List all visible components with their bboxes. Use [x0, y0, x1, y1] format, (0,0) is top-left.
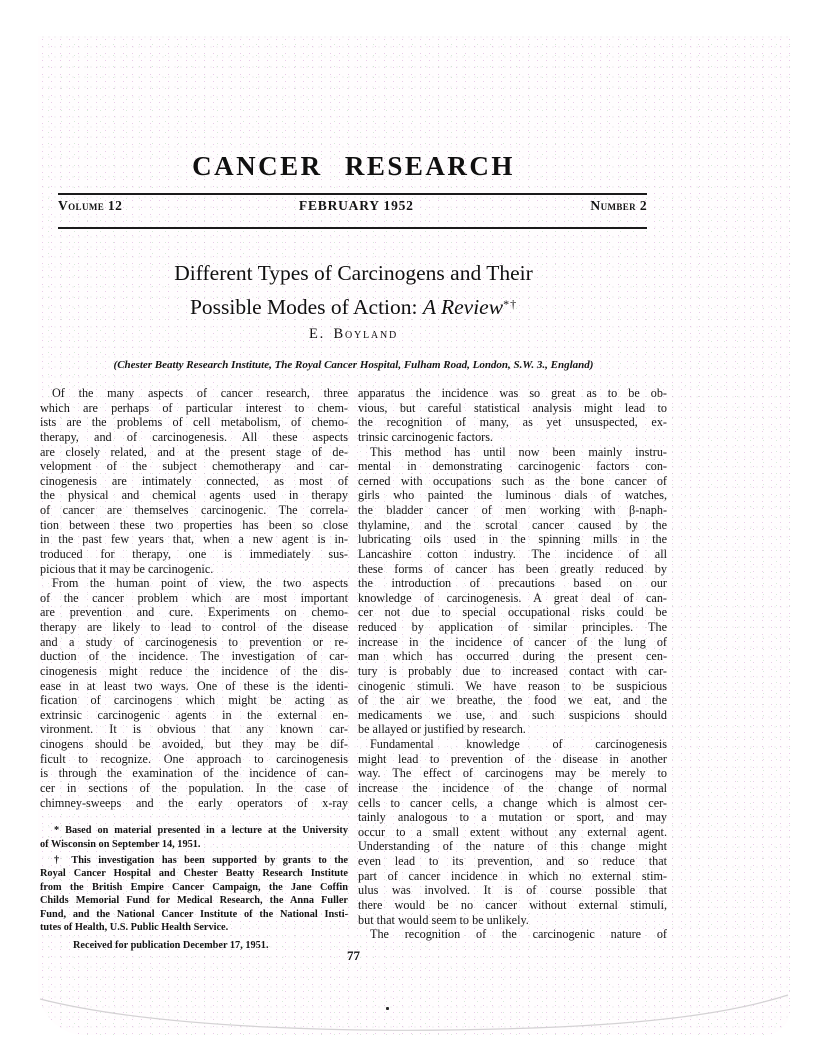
text-line: therapy are likely to lead to control of the disease [40, 620, 348, 634]
text-line: there would be no cancer without external stimuli, [358, 897, 667, 912]
footnote-marks: *† [503, 297, 518, 311]
text-line: therapy, and of carcinogenesis. All these aspects [40, 429, 348, 444]
text-line: chimney-sweeps and the early operators of x-ray [40, 795, 348, 810]
text-line: of cancer are themselves carcinogenic. The correla- [40, 503, 348, 517]
text-line: the introduction of precautions based on our [358, 576, 667, 591]
text-line: of Wisconsin on September 14, 1951. [40, 838, 201, 850]
text-line: † This investigation has been supported by grants to the [54, 854, 348, 866]
text-line: part of cancer incidence in which no external stim- [358, 868, 667, 883]
text-line: the physical and chemical agents used in therapy [40, 488, 348, 503]
received-note: Received for publication December 17, 1951. [73, 940, 269, 952]
text-line: cinogenic stimuli. We have reason to be suspicious [358, 678, 667, 693]
text-line: apparatus the incidence was so great as to be ob- [358, 386, 667, 400]
text-line: and a study of carcinogenesis to prevention or re- [40, 634, 348, 649]
masthead-rule-bottom [58, 227, 647, 229]
text-line: mental in demonstrating carcinogenic factors con- [358, 459, 667, 474]
author-name: E. Boyland [309, 326, 398, 342]
text-line: these forms of cancer has been greatly reduced by [358, 561, 667, 576]
text-line: This method has until now been mainly instru- [370, 444, 667, 459]
text-line: the bladder cancer of men working with β-naph- [358, 503, 667, 517]
article-title-line1: Different Types of Carcinogens and Their [174, 261, 533, 285]
text-line: velopment of the subject chemotherapy and car- [40, 459, 348, 474]
text-line: ficult to recognize. One approach to carcinogenesis [40, 751, 348, 766]
text-line: ease in at least two ways. One of these is the identi- [40, 678, 348, 693]
footnote-asterisk [40, 824, 348, 851]
masthead-issue-row [58, 198, 647, 214]
text-line: reduced by application of similar principles. The [358, 620, 667, 634]
text-line: cer in sections of the population. In the case of [40, 780, 348, 795]
text-line: extrinsic carcinogenic agents in the external en- [40, 707, 348, 722]
text-line: thylamine, and the scrotal cancer caused by the [358, 517, 667, 532]
text-line: Childs Memorial Fund for Medical Research, the Anna Fuller [40, 895, 348, 907]
text-line: is through the examination of the incidence of can- [40, 766, 348, 781]
paragraph [358, 927, 667, 942]
text-line: trinsic carcinogenic factors. [358, 429, 494, 444]
text-line: troduced for therapy, one is immediately sus- [40, 546, 348, 561]
text-line: Fundamental knowledge of carcinogenesis [370, 737, 667, 751]
text-line: man which has occurred during the present cen- [358, 649, 667, 664]
text-line: cerned with occupations such as the bone cancer of [358, 473, 667, 488]
text-line: picious that it may be carcinogenic. [40, 561, 214, 576]
text-line: girls who painted the luminous dials of watches, [358, 488, 667, 503]
text-line: are prevention and cure. Experiments on chemo- [40, 605, 348, 620]
body-column-left [40, 386, 348, 953]
text-line: tainly analogous to a mutation or sport, and may [358, 810, 667, 825]
text-line: Of the many aspects of cancer research, three [52, 386, 348, 400]
text-line: tutes of Health, U.S. Public Health Service. [40, 921, 229, 933]
footnote-block [40, 824, 348, 953]
article-title-line2 [40, 291, 667, 320]
paragraph [358, 445, 667, 738]
text-line: Understanding of the nature of this change might [358, 839, 667, 854]
text-line: tury is probably due to increased contact with car- [358, 663, 667, 678]
article-title-line2-text: Possible Modes of Action: [189, 295, 423, 319]
article-title-review-italic: A Review [422, 295, 504, 319]
text-line: vironment. It is obvious that any known car- [40, 722, 348, 737]
page-content [40, 36, 667, 1035]
volume-label: Volume 12 [58, 198, 123, 213]
text-line: cells to cancer cells, a change which is almost cer- [358, 795, 667, 810]
body-column-right [358, 386, 667, 942]
text-line: knowledge of carcinogenesis. A great deal of can- [358, 590, 667, 605]
text-line: might lead to prevention of the disease in another [358, 751, 667, 766]
author-affiliation: (Chester Beatty Research Institute, The Royal Cancer Hospital, Fulham Road, London, S.W. 3., England) [113, 359, 594, 371]
paragraph [40, 576, 348, 810]
page-scan-area [38, 36, 790, 1035]
text-line: From the human point of view, the two aspects [52, 576, 348, 591]
text-line: Lancashire cotton industry. The incidence of all [358, 546, 667, 561]
text-line: even lead to its prevention, and so reduce that [358, 854, 667, 868]
text-line: way. The effect of carcinogens may be merely to [358, 766, 667, 781]
text-line: increase the incidence of the change of normal [358, 780, 667, 795]
issue-number-label: Number 2 [590, 198, 647, 213]
text-line: ulus was involved. It is of course possible that [358, 883, 667, 898]
text-line: which are perhaps of particular interest to chem- [40, 400, 348, 415]
text-line: increase in the incidence of cancer of the lung of [358, 634, 667, 649]
text-line: in the past few years that, when a new agent is in- [40, 532, 348, 547]
text-line: ists are the problems of cell metabolism, of chemo- [40, 415, 348, 430]
text-line: Fund, and the National Cancer Institute of the National Insti- [40, 908, 348, 920]
text-line: vious, but careful statistical analysis might lead to [358, 400, 667, 415]
text-line: medicaments we use, and such suspicions should [358, 707, 667, 722]
text-line: be allayed or justified by research. [358, 722, 526, 737]
paragraph [358, 737, 667, 927]
text-line: but that would seem to be unlikely. [358, 912, 529, 927]
text-line: are closely related, and at the present stage of de- [40, 444, 348, 459]
footnote-dagger [40, 854, 348, 934]
paragraph [40, 386, 348, 576]
masthead-rule-top [58, 193, 647, 195]
text-line: lubricating oils used in the spinning mills in the [358, 532, 667, 547]
page-number: 77 [347, 948, 360, 963]
text-line: occur to a small extent without any external agent. [358, 824, 667, 839]
text-line: cinogenesis are intimately connected, as most of [40, 473, 348, 488]
journal-title: CANCER RESEARCH [192, 151, 515, 181]
text-line: cinogenesis might reduce the incidence of the dis- [40, 663, 348, 678]
text-line: of the air we breathe, the food we eat, and the [358, 693, 667, 708]
text-line: Royal Cancer Hospital and Chester Beatty Research Institute [40, 868, 348, 880]
text-line: the recognition of many, as yet unsuspected, ex- [358, 415, 667, 430]
text-line: fication of carcinogens which might be acting as [40, 693, 348, 708]
text-line: from the British Empire Cancer Campaign, the Jane Coffin [40, 881, 348, 893]
text-line: The recognition of the carcinogenic nature of [370, 927, 667, 942]
text-line: * Based on material presented in a lecture at the University [54, 825, 348, 837]
text-line: tion between these two properties has been so close [40, 517, 348, 532]
text-line: duction of the incidence. The investigation of car- [40, 649, 348, 664]
text-line: cer not due to special occupational risks could be [358, 605, 667, 620]
scan-speck-artifact [386, 1007, 389, 1010]
text-line: cinogens should be avoided, but they may be dif- [40, 737, 348, 751]
text-line: of the cancer problem which are most important [40, 590, 348, 605]
paragraph [358, 386, 667, 445]
issue-date: FEBRUARY 1952 [298, 198, 414, 213]
